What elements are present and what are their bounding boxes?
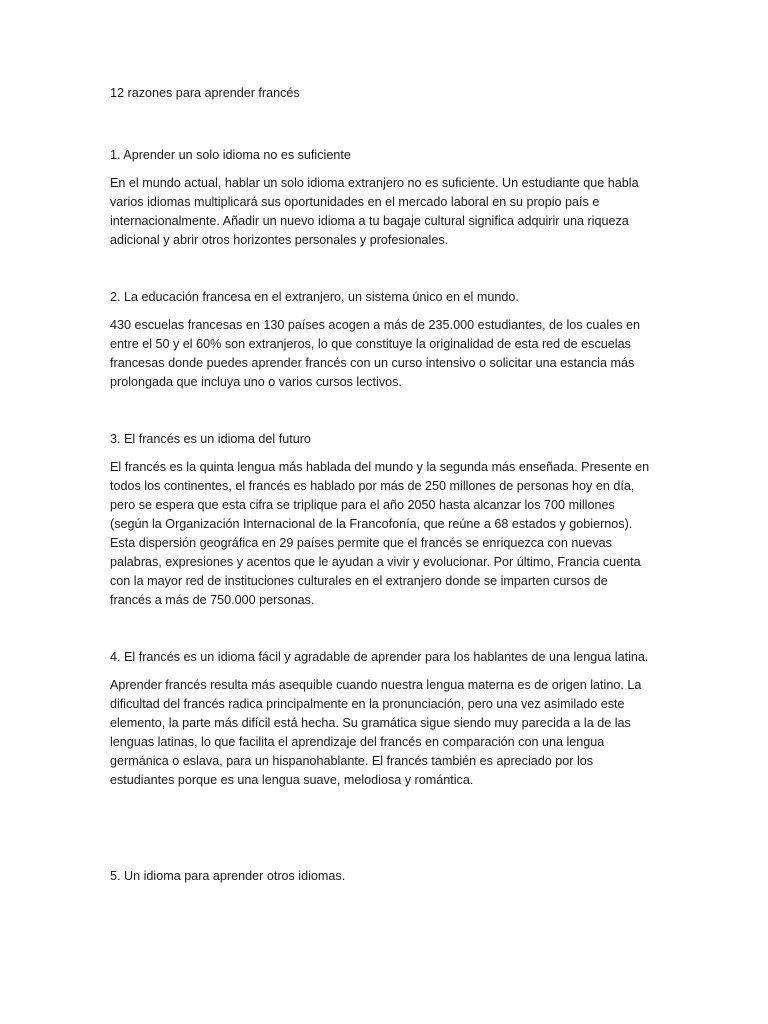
section-heading: 5. Un idioma para aprender otros idiomas.	[110, 869, 346, 883]
section-1	[110, 146, 650, 250]
section-4	[110, 648, 650, 790]
section-3	[110, 430, 650, 610]
document-title: 12 razones para aprender francés	[110, 86, 300, 100]
section-paragraph: Aprender francés resulta más asequible cuando nuestra lengua materna es de origen latino. La dificultad del francés radica principalmente en la pronunciación, pero una vez asimilado este elemento, la parte más difícil está hecha. Su gramática sigue siendo muy parecida a la de las lenguas latinas, lo que facilita el aprendizaje del francés en comparación con una lengua germánica o eslava, para un hispanohablante. El francés también es apreciado por los estudiantes porque es una lengua suave, melodiosa y romántica.	[110, 678, 642, 787]
section-paragraph: 430 escuelas francesas en 130 países acogen a más de 235.000 estudiantes, de los cuales en entre el 50 y el 60% son extranjeros, lo que constituye la originalidad de esta red de escuelas francesas donde puedes aprender francés con un curso intensivo o solicitar una estancia más prolongada que incluya uno o varios cursos lectivos.	[110, 318, 641, 389]
section-heading: 4. El francés es un idioma fácil y agradable de aprender para los hablantes de una lengua latina.	[110, 650, 649, 664]
section-heading: 1. Aprender un solo idioma no es suficiente	[110, 148, 351, 162]
section-5	[110, 867, 650, 886]
section-2	[110, 288, 650, 392]
section-heading: 3. El francés es un idioma del futuro	[110, 432, 311, 446]
section-paragraph: En el mundo actual, hablar un solo idioma extranjero no es suficiente. Un estudiante que habla varios idiomas multiplicará sus oportunidades en el mercado laboral en su propio país e internacionalmente. Añadir un nuevo idioma a tu bagaje cultural significa adquirir una riqueza adicional y abrir otros horizontes personales y profesionales.	[110, 176, 639, 247]
document-page	[110, 84, 650, 895]
section-paragraph: El francés es la quinta lengua más hablada del mundo y la segunda más enseñada. Presente en todos los continentes, el francés es hablado por más de 250 millones de personas hoy en día, pero se espera que esta cifra se triplique para el año 2050 hasta alcanzar los 700 millones (según la Organización Internacional de la Francofonía, que reúne a 68 estados y gobiernos). Esta dispersión geográfica en 29 países permite que el francés se enriquezca con nuevas palabras, expresiones y acentos que le ayudan a vivir y evolucionar. Por último, Francia cuenta con la mayor red de instituciones culturales en el extranjero donde se imparten cursos de francés a más de 750.000 personas.	[110, 460, 650, 607]
section-heading: 2. La educación francesa en el extranjero, un sistema único en el mundo.	[110, 290, 519, 304]
